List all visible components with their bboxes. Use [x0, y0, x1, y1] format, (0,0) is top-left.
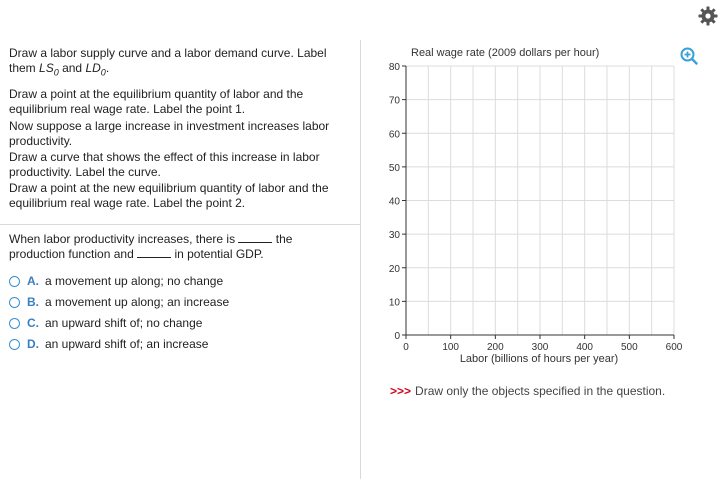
option-c[interactable]: C. an upward shift of; no change — [9, 315, 202, 331]
y-tick-label: 60 — [388, 129, 400, 141]
y-tick-label: 0 — [394, 331, 400, 342]
option-b[interactable]: B. a movement up along; an increase — [9, 294, 229, 310]
settings-gear-icon[interactable] — [698, 6, 718, 26]
zoom-in-icon[interactable] — [680, 47, 698, 65]
y-tick-label: 50 — [388, 162, 400, 174]
x-tick-label: 400 — [576, 342, 594, 353]
option-a[interactable]: A. a movement up along; no change — [9, 273, 223, 289]
ls0-label: $LS_0$ — [39, 61, 59, 78]
ld0-label: $LD_0$ — [85, 61, 106, 78]
blank-2[interactable] — [137, 247, 171, 258]
x-tick-label: 600 — [665, 342, 683, 353]
question-instruction-1: Draw a labor supply curve and a labor demand curve. Label them $LS_0$ and $LD_0$. — [9, 46, 327, 78]
question-instruction-2: Draw a point at the equilibrium quantity of labor and the equilibrium real wage rate. Label the point 1. — [9, 87, 304, 116]
y-tick-label: 10 — [388, 297, 400, 309]
x-axis-title: Labor (billions of hours per year) — [459, 353, 619, 365]
x-tick-label: 500 — [620, 342, 638, 353]
y-tick-label: 80 — [388, 62, 400, 73]
question-instruction-3: Now suppose a large increase in investment increases labor productivity. — [9, 119, 330, 148]
x-tick-label: 100 — [442, 342, 460, 353]
instruction-note: >>> Draw only the objects specified in the question. — [390, 384, 666, 398]
question-instruction-5: Draw a point at the new equilibrium quantity of labor and the equilibrium real wage rate. Label the point 2. — [9, 181, 329, 210]
x-tick-label: 200 — [486, 342, 504, 353]
y-tick-label: 20 — [388, 263, 400, 275]
y-tick-label: 70 — [388, 95, 400, 107]
x-tick-label: 0 — [403, 342, 409, 353]
radio-b[interactable] — [9, 297, 20, 308]
y-tick-label: 40 — [388, 196, 400, 208]
question-panel — [0, 40, 361, 479]
labor-market-graph[interactable] — [361, 40, 724, 400]
question-instruction-4: Draw a curve that shows the effect of this increase in labor productivity. Label the curve. — [9, 150, 320, 179]
y-axis-title: Real wage rate (2009 dollars per hour) — [411, 47, 600, 59]
fill-in-question: When labor productivity increases, there is the production function and in potential GDP. — [9, 232, 293, 261]
radio-d[interactable] — [9, 339, 20, 350]
blank-1[interactable] — [238, 232, 272, 243]
x-tick-label: 300 — [531, 342, 549, 353]
option-d[interactable]: D. an upward shift of; an increase — [9, 336, 208, 352]
divider — [0, 224, 360, 225]
y-tick-label: 30 — [388, 230, 400, 242]
radio-a[interactable] — [9, 276, 20, 287]
radio-c[interactable] — [9, 318, 20, 329]
